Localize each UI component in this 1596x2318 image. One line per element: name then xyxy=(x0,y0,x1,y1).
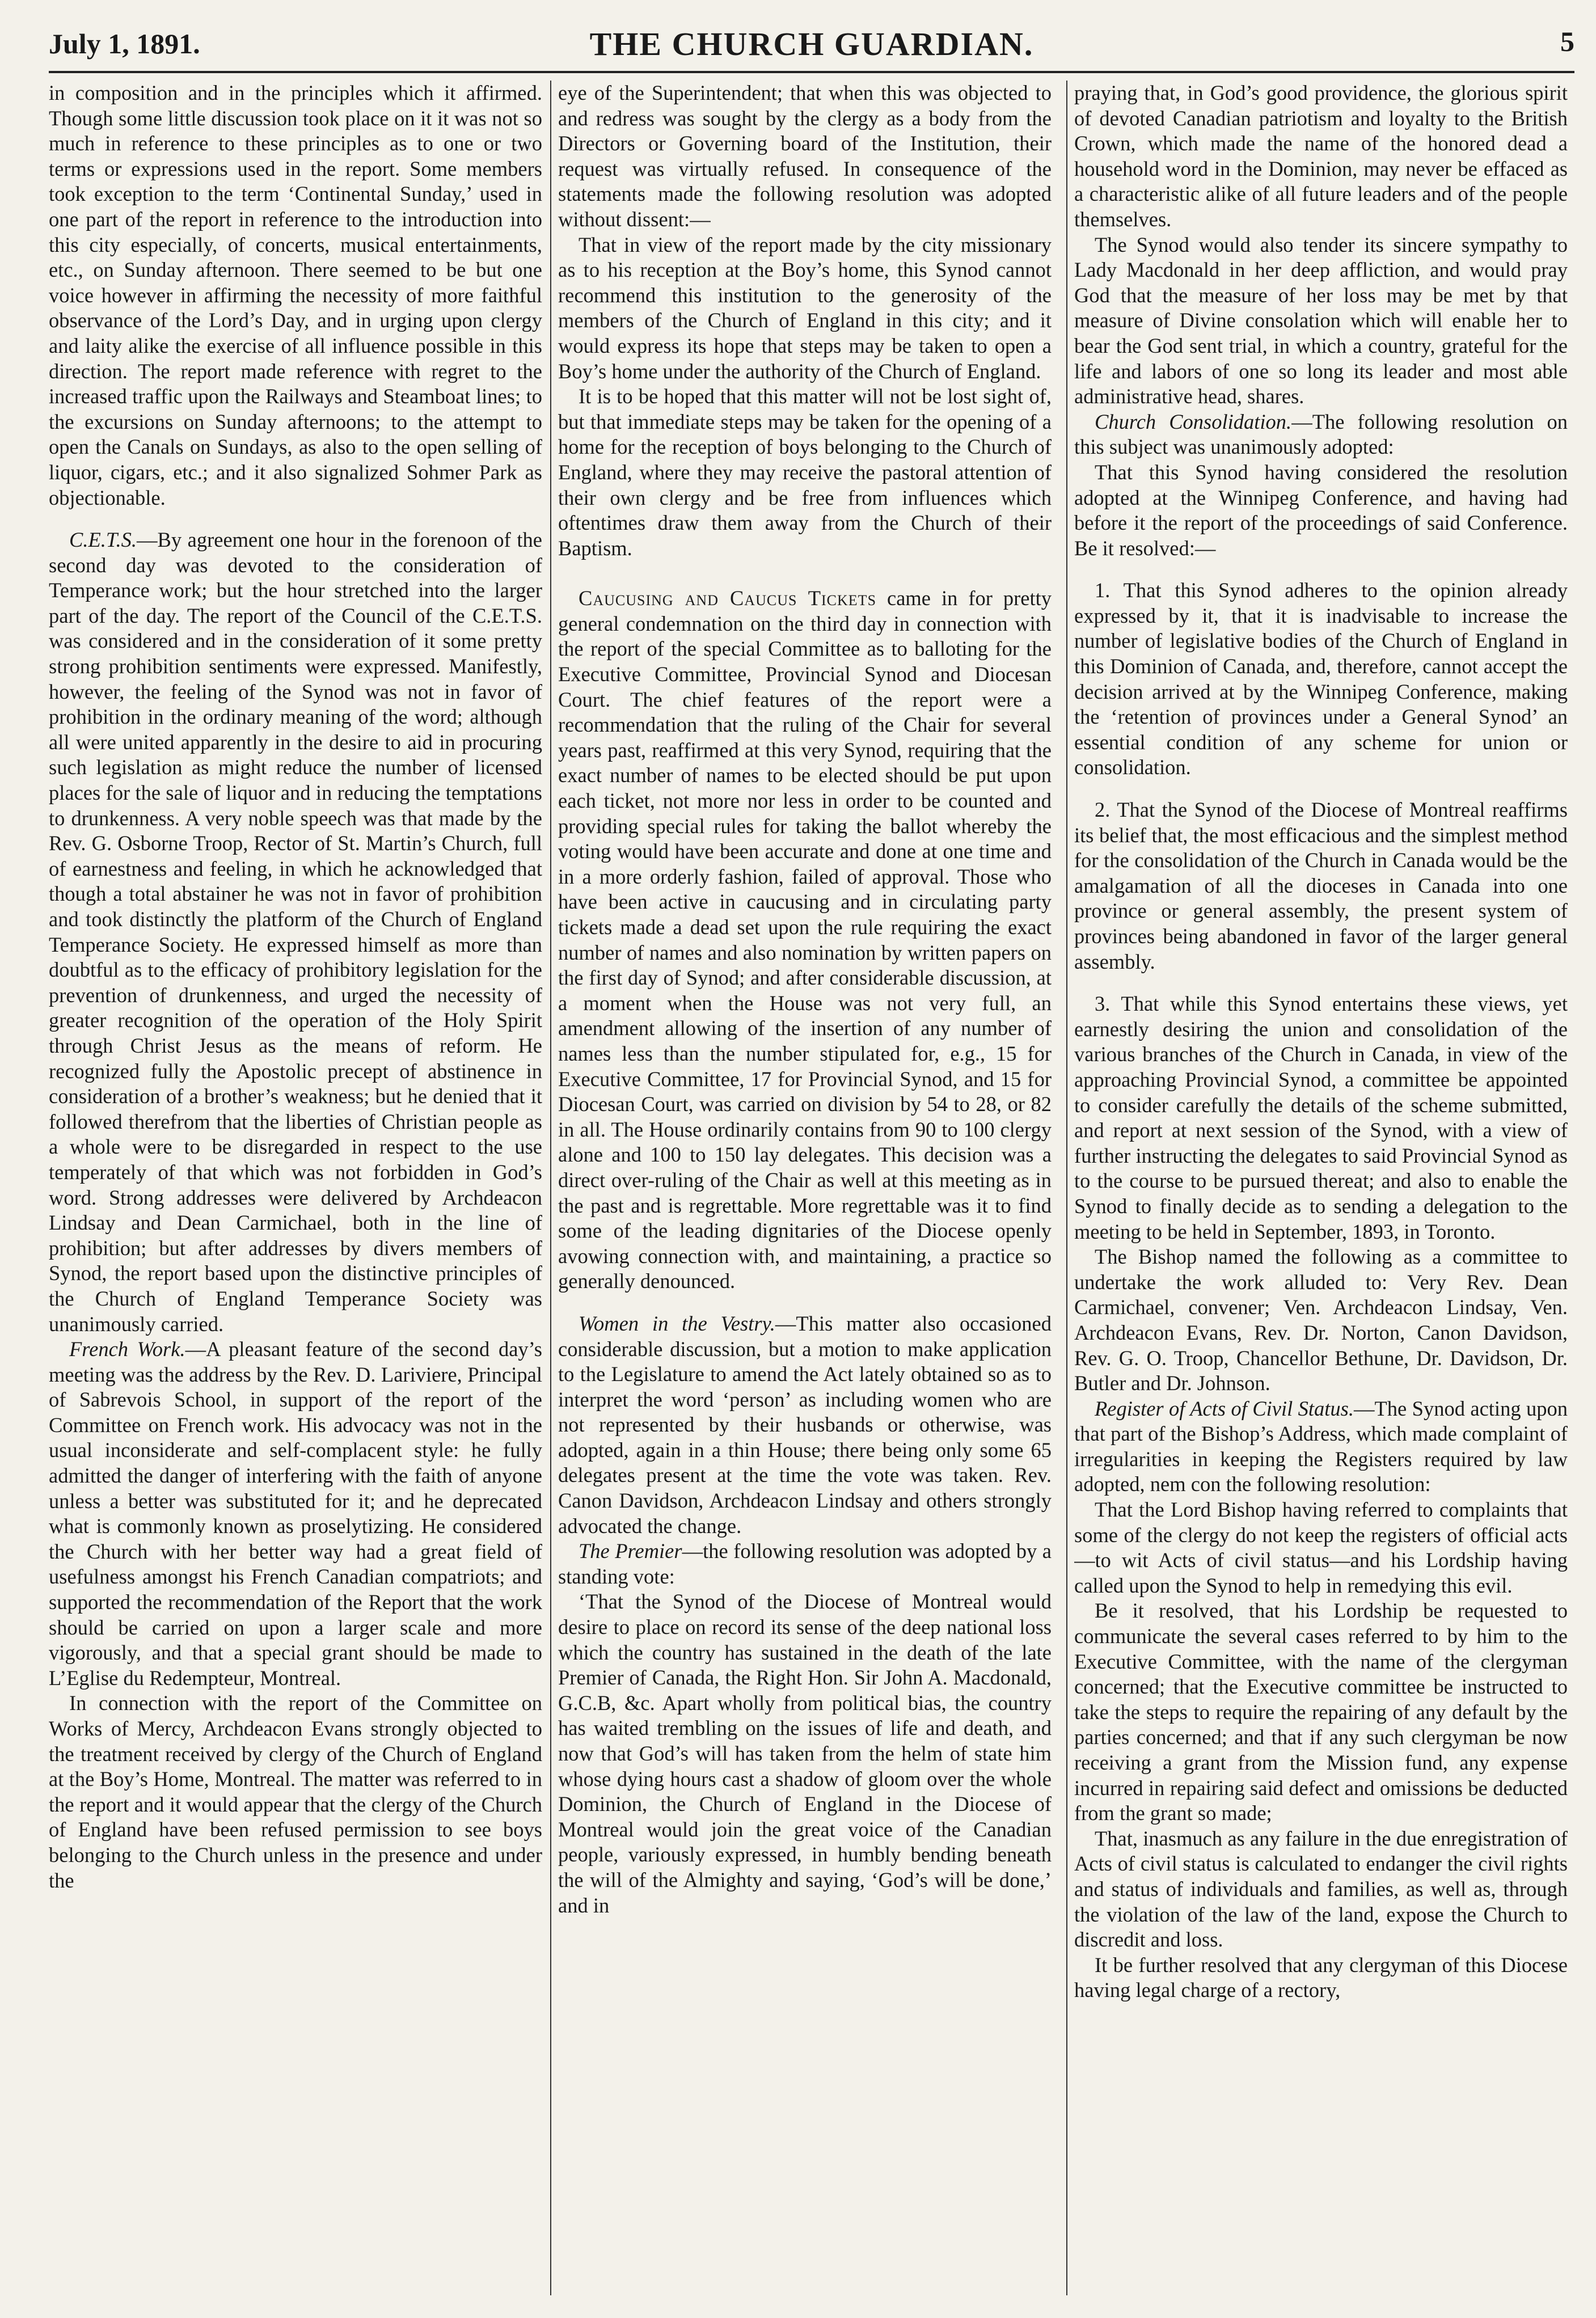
paragraph: C.E.T.S.—By agreement one hour in the forenoon of the second day was devoted to the consideration of Temperance work; but the hour stretched into the larger part of the day. The report of the Council of the C.E.T.S. was considered and in the consideration of it some pretty strong prohibition sentiments were expressed. Manifestly, however, the feeling of the Synod was not in favor of prohibition in the ordinary meaning of the word; although all were united apparently in the desire to aid in procuring such legislation as might reduce the number of licensed places for the sale of liquor and in reducing the temptations to drunkenness. A very noble speech was that made by the Rev. G. Osborne Troop, Rector of St. Martin’s Church, full of earnestness and feeling, in which he acknowledged that though a total abstainer he was not in favor of prohibition and took distinctly the platform of the Church of England Temperance Society. He expressed himself as more than doubtful as to the efficacy of prohibitory legislation for the prevention of drunkenness, and urged the necessity of greater recognition of the operation of the Holy Spirit through Christ Jesus as the means of reform. He recognized fully the Apostolic precept of abstinence in consideration of a brother’s weakness; but he denied that it followed therefrom that the liberties of Christian people as a whole were to be disregarded in respect to the use temperately of that which was not forbidden in God’s word. Strong addresses were delivered by Archdeacon Lindsay and Dean Carmichael, both in the line of prohibition; but after addresses by divers members of Synod, the report based upon the distinctive principles of the Church of England Temperance Society was unanimously carried. xyxy=(49,528,542,1336)
paragraph: The Bishop named the following as a committee to undertake the work alluded to: Very Rev. Dean Carmichael, convener; Ven. Archdeacon Lindsay, Ven. Archdeacon Evans, Rev. Dr. Norton, Canon Davidson, Rev. G. O. Troop, Chancellor Bethune, Dr. Davidson, Dr. Butler and Dr. Johnson. xyxy=(1074,1245,1568,1395)
resolution-item: 3. That while this Synod entertains these views, yet earnestly desiring the union and consolidation of the various branches of the Church in Canada, in view of the approaching Provincial Synod, a committee be appointed to consider carefully the details of the scheme submitted, and report at next session of the Synod, with a view of further instructing the delegates to said Provincial Synod as to the course to be pursued thereat; and also to enable the Synod to finally decide as to sending a delegation to the meeting to be held in September, 1893, in Toronto. xyxy=(1074,992,1568,1243)
paragraph: In connection with the report of the Committee on Works of Mercy, Archdeacon Evans strongly objected to the treatment received by clergy of the Church of England at the Boy’s Home, Montreal. The matter was referred to in the report and it would appear that the clergy of the Church of England have been refused permission to see boys belonging to the Church unless in the presence and under the xyxy=(49,1691,542,1892)
resolution-text: Be it resolved, that his Lordship be requested to communicate the several cases referred to by him to the Executive Committee, with the name of the clergyman concerned; that the Executive committee be instructed to take the steps to require the repairing of any default by the parties concerned; and that if any such clergyman be now receiving a grant from the Mission fund, any expense incurred in repairing said defect and omissions be deducted from the grant so made; xyxy=(1074,1599,1568,1825)
paragraph: in composition and in the principles which it affirmed. Though some little discussion took place on it it was not so much in reference to these principles as to one or two terms or expressions used in the report. Some members took exception to the term ‘Continental Sunday,’ used in one part of the report in reference to the introduction into this city especially, of concerts, musical entertainments, etc., on Sunday afternoon. There seemed to be but one voice however in affirming the necessity of more faithful observance of the Lord’s Day, and in urging upon clergy and laity alike the exercise of all influence possible in this direction. The report made reference with regret to the increased traffic upon the Railways and Steamboat lines; to the excursions on Sunday afternoons; to the attempt to open the Canals on Sundays, as also to the open selling of liquor, cigars, etc.; and it also signalized Sohmer Park as objectionable. xyxy=(49,81,542,509)
page-number: 5 xyxy=(1560,26,1574,57)
section-heading: Register of Acts of Civil Status. xyxy=(1095,1396,1354,1420)
resolution-text: ‘That the Synod of the Diocese of Montreal would desire to place on record its sense of the deep national loss which the country has sustained in the death of the late Premier of Canada, the Right Hon. Sir John A. Macdonald, G.C.B, &c. Apart wholly from political bias, the country has waited trembling on the issues of life and death, and now that God’s will has taken from the helm of state him whose dying hours cast a shadow of gloom over the whole Dominion, the Church of England in the Diocese of Montreal would join the great voice of the Canadian people, variously expressed, in humbly bending beneath the will of the Almighty and saying, ‘God’s will be done,’ and in xyxy=(558,1590,1052,1917)
section-heading: French Work. xyxy=(69,1337,185,1361)
resolution-item: 1. That this Synod adheres to the opinion already expressed by it, that it is inadvisable to increase the number of legislative bodies of the Church of England in this Dominion of Canada, and, therefore, cannot accept the decision arrived at by the Winnipeg Conference, making the ‘retention of provinces under a General Synod’ an essential condition of any scheme for union or consolidation. xyxy=(1074,579,1568,779)
issue-date: July 1, 1891. xyxy=(49,28,200,60)
section-heading: Women in the Vestry. xyxy=(579,1311,775,1335)
column-3 xyxy=(1074,81,1568,2292)
header-rule xyxy=(49,71,1574,73)
column-1 xyxy=(49,81,542,2292)
resolution-item: 2. That the Synod of the Diocese of Montreal reaffirms its belief that, the most efficacious and the simplest method for the consolidation of the Church in Canada would be the amalgamation of all the dioceses in Canada into one province or general assembly, the present system of provinces being abandoned in favor of the larger general assembly. xyxy=(1074,798,1568,973)
section-heading: Caucusing and Caucus Tickets xyxy=(579,586,877,610)
section-heading: C.E.T.S. xyxy=(69,528,137,552)
resolution-text: It be further resolved that any clergyman of this Diocese having legal charge of a rectory, xyxy=(1074,1953,1568,2002)
column-divider xyxy=(1066,81,1067,2295)
resolution-text: That in view of the report made by the city missionary as to his reception at the Boy’s home, this Synod cannot recommend this institution to the generosity of the members of the Church of England in this city; and it would express its hope that steps may be taken to open a Boy’s home under the authority of the Church of England. xyxy=(558,233,1052,383)
column-divider xyxy=(550,81,551,2295)
paragraph: The Synod would also tender its sincere sympathy to Lady Macdonald in her deep affliction, and would pray God that the measure of her loss may be met by that measure of Divine consolation which will enable her to bear the God sent trial, in which a country, grateful for the life and labors of one so long its leader and most able administrative head, shares. xyxy=(1074,233,1568,408)
paragraph: Caucusing and Caucus Tickets came in for pretty general condemnation on the third day in connection with the report of the special Committee as to balloting for the Executive Committee, Provincial Synod and Diocesan Court. The chief features of the report were a recommendation that the ruling of the Chair for several years past, reaffirmed at this very Synod, requiring that the exact number of names to be elected should be put upon each ticket, not more nor less in order to be counted and providing special rules for taking the ballot whereby the voting would have been accurate and done at one time and in a more orderly fashion, failed of approval. Those who have been active in caucusing and in circulating party tickets made a dead set upon the rule requiring the exact number of names and also nomination by written papers on the first day of Synod; and after considerable discussion, at a moment when the House was not very full, an amendment allowing of the insertion of any number of names less than the number stipulated for, e.g., 15 for Executive Committee, 17 for Provincial Synod, and 15 for Diocesan Court, was carried on division by 54 to 28, or 82 in all. The House ordinarily contains from 90 to 100 clergy alone and 100 to 150 lay delegates. This decision was a direct over-ruling of the Chair as well at this meeting as in the past and is regrettable. More regrettable was it to find some of the leading dignitaries of the Diocese openly avowing connection with, and maintaining, a practice so generally denounced. xyxy=(558,586,1052,1293)
paragraph: Register of Acts of Civil Status.—The Synod acting upon that part of the Bishop’s Address, which made complaint of irregularities in keeping the Registers required by law adopted, nem con the following resolution: xyxy=(1074,1396,1568,1496)
paragraph: Women in the Vestry.—This matter also occasioned considerable discussion, but a motion to make application to the Legislature to amend the Act lately obtained so as to interpret the word ‘person’ as including women who are not represented by their husbands or otherwise, was adopted, again in a thin House; there being only some 65 delegates present at the time the vote was taken. Rev. Canon Davidson, Archdeacon Lindsay and others strongly advocated the change. xyxy=(558,1311,1052,1538)
paragraph: praying that, in God’s good providence, the glorious spirit of devoted Canadian patriotism and loyalty to the British Crown, which made the name of the honored dead a household word in the Dominion, may never be effaced as a characteristic alike of all future leaders and of the people themselves. xyxy=(1074,81,1568,231)
resolution-text: That, inasmuch as any failure in the due enregistration of Acts of civil status is calculated to endanger the civil rights and status of individuals and families, as well as, through the violation of the law of the land, expose the Church to discredit and loss. xyxy=(1074,1826,1568,1952)
resolution-text: That this Synod having considered the resolution adopted at the Winnipeg Conference, and having had before it the report of the proceedings of said Conference. Be it resolved:— xyxy=(1074,460,1568,560)
page-header xyxy=(49,25,1574,65)
section-heading: The Premier xyxy=(579,1539,682,1563)
paragraph: French Work.—A pleasant feature of the second day’s meeting was the address by the Rev. D. Lariviere, Principal of Sabrevois School, in support of the report of the Committee on French work. His advocacy was not in the usual inconsiderate and self-complacent style: he fully admitted the danger of interfering with the faith of anyone unless a better was substituted for it; and he deprecated what is commonly known as proselytizing. He considered the Church with her better way had a great field of usefulness amongst his French Canadian compatriots; and supported the recommendation of the Report that the work should be carried on upon a larger scale and more vigorously, and that a special grant should be made to L’Eglise du Redempteur, Montreal. xyxy=(49,1337,542,1690)
newspaper-title: THE CHURCH GUARDIAN. xyxy=(589,26,1034,62)
resolution-text: That the Lord Bishop having referred to complaints that some of the clergy do not keep the registers of official acts—to wit Acts of civil status—and his Lordship having called upon the Synod to help in remedying this evil. xyxy=(1074,1498,1568,1597)
column-2 xyxy=(558,81,1052,2292)
paragraph: eye of the Superintendent; that when this was objected to and redress was sought by the clergy as a body from the Directors or Governing board of the Institution, their request was virtually refused. In consequence of the statements made the following resolution was adopted without dissent:— xyxy=(558,81,1052,231)
section-heading: Church Consolidation. xyxy=(1095,409,1292,433)
paragraph: The Premier—the following resolution was adopted by a standing vote: xyxy=(558,1539,1052,1588)
paragraph: Church Consolidation.—The following resolution on this subject was unanimously adopted: xyxy=(1074,409,1568,459)
paragraph: It is to be hoped that this matter will not be lost sight of, but that immediate steps may be taken for the opening of a home for the reception of boys belonging to the Church of England, where they may receive the pastoral attention of their own clergy and be free from influences which oftentimes draw them away from the Church of their Baptism. xyxy=(558,385,1052,560)
